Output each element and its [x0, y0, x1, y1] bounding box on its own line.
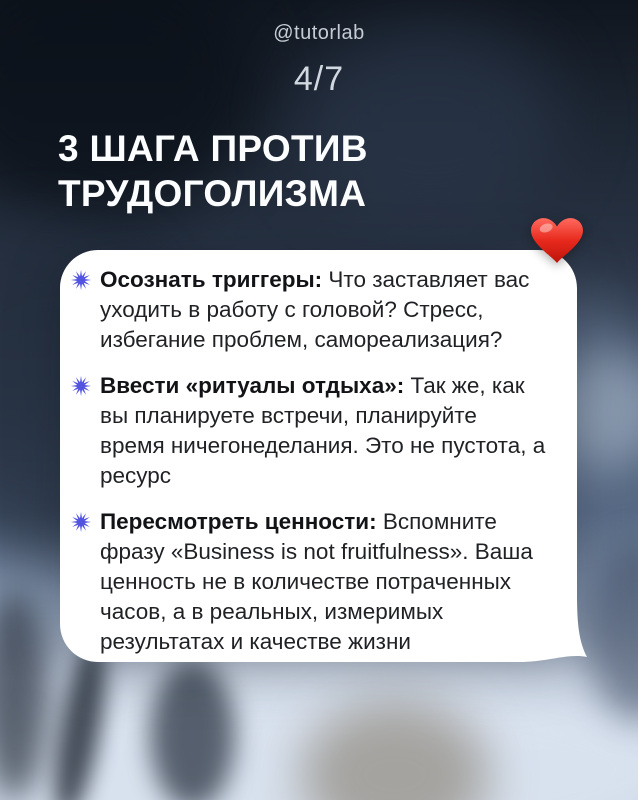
bullet-text — [100, 507, 547, 657]
bullet-label: Осознать триггеры: — [100, 267, 323, 292]
bullet-label: Ввести «ритуалы отдыха»: — [100, 373, 405, 398]
bullet-text — [100, 371, 547, 491]
card-content — [60, 250, 577, 662]
bullet-body: Что заставляет вас уходить в работу с головой? Стресс, избегание проблем, самореализация? — [100, 267, 530, 352]
sparkle-burst-icon — [70, 269, 92, 291]
sparkle-burst-icon — [70, 375, 92, 397]
bullet-text — [100, 265, 547, 355]
background-tree-trunk — [150, 660, 235, 800]
sparkle-burst-icon — [70, 511, 92, 533]
bullet-label: Пересмотреть ценности: — [100, 509, 377, 534]
red-heart-icon — [531, 218, 583, 266]
account-handle: @tutorlab — [273, 22, 365, 44]
list-item — [70, 371, 547, 491]
bullet-body: Так же, как вы планируете встречи, планируйте время ничегонеделания. Это не пустота, а ресурс — [100, 373, 546, 488]
list-item — [70, 265, 547, 355]
slide-title: 3 ШАГА ПРОТИВ ТРУДОГОЛИЗМА — [58, 128, 368, 215]
page-indicator: 4/7 — [293, 60, 345, 98]
bullet-body: Вспомните фразу «Business is not fruitfulness». Ваша ценность не в количестве потраченных часов, а в реальных, измеримых результатах и качестве жизни — [100, 509, 533, 654]
list-item — [70, 507, 547, 657]
speech-bubble-card — [60, 250, 577, 662]
